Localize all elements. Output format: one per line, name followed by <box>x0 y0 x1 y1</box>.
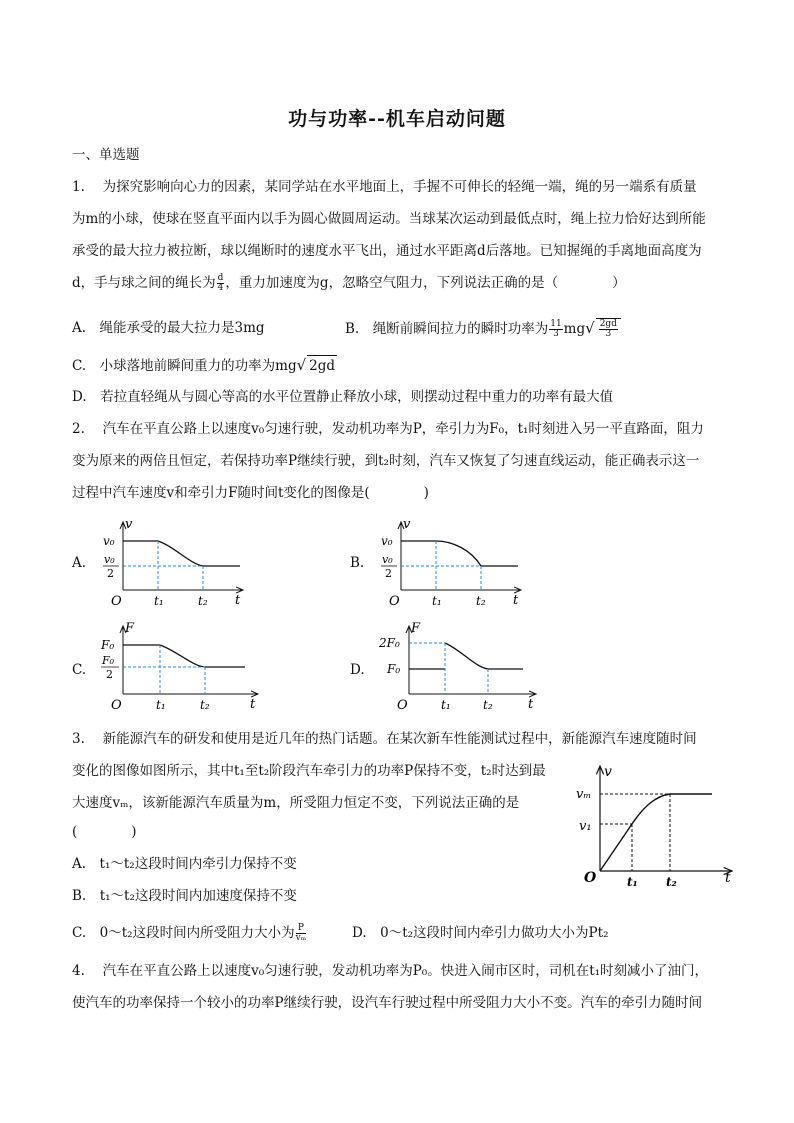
q2-option-d-label[interactable]: D. <box>350 662 365 678</box>
F0-label: F₀ <box>387 662 401 676</box>
axis-label-t: t <box>528 697 534 712</box>
q3-line-1: 3. 新能源汽车的研发和使用是近几年的热门话题。在某次新车性能测试过程中，新能源汽车速度随时间 <box>72 731 697 747</box>
q3-option-d[interactable]: D. 0～t₂这段时间内牵引力做功大小为Pt₂ <box>352 925 609 941</box>
q3-line-4: ( ) <box>72 824 137 840</box>
half-v0-num: v₀ <box>104 553 115 566</box>
axis-label-F: F <box>411 621 421 636</box>
t1-label: t₁ <box>627 875 638 888</box>
half-F0-den: 2 <box>106 668 113 681</box>
q2-option-a-label[interactable]: A. <box>72 555 87 571</box>
q3-line-3: 大速度vₘ，该新能源汽车质量为m，所受阻力恒定不变，下列说法正确的是 <box>72 795 520 811</box>
fraction-d-over-4: $\frac{d}{4}$ <box>217 273 224 293</box>
t1-label: t₁ <box>156 698 166 712</box>
t2-label: t₂ <box>200 698 210 712</box>
q3-line-2: 变化的图像如图所示，其中t₁至t₂阶段汽车牵引力的功率P保持不变，t₂时达到最 <box>72 763 546 779</box>
t2-label: t₂ <box>198 594 208 608</box>
v0-label: v₀ <box>381 534 393 548</box>
half-v0-den: 2 <box>107 567 114 580</box>
page-title: 功与功率--机车启动问题 <box>288 108 506 130</box>
axis-label-t: t <box>513 593 519 608</box>
axis-label-t: t <box>250 697 256 712</box>
q1-line-2: 为m的小球，使球在竖直平面内以手为圆心做圆周运动。当球某次运动到最低点时，绳上拉力恰好达到所能 <box>72 211 706 227</box>
t1-label: t₁ <box>432 594 442 608</box>
q2-line-3: 过程中汽车速度v和牵引力F随时间t变化的图像是( ) <box>72 485 429 501</box>
q1-option-c[interactable]: C. 小球落地前瞬间重力的功率为mg√ 2gd <box>72 356 336 374</box>
vm-label: vₘ <box>576 787 592 802</box>
axis-label-v: v <box>125 517 133 532</box>
q4-line-2: 使汽车的功率保持一个较小的功率P继续行驶，设汽车行驶过程中所受阻力大小不变。汽车的牵引力随时间 <box>72 995 703 1011</box>
q2-line-1: 2. 汽车在平直公路上以速度v₀匀速行驶，发动机功率为P，牵引力为F₀，t₁时刻进入另一平直路面，阻力 <box>72 421 704 437</box>
q1-option-b[interactable]: B. 绳断前瞬间拉力的瞬时功率为 $\frac{11}{3}$ mg√ $\frac{2gd}{3}$ <box>345 318 621 339</box>
t2-label: t₂ <box>476 594 486 608</box>
q2-line-2: 变为原来的两倍且恒定，若保持功率P继续行驶，到t₂时刻，汽车又恢复了匀速直线运动，能正确表示这一 <box>72 453 700 469</box>
v0-label: v₀ <box>103 534 115 548</box>
2F0-label: 2F₀ <box>379 636 400 650</box>
q1-option-d[interactable]: D. 若拉直轻绳从与圆心等高的水平位置静止释放小球，则摆动过程中重力的功率有最大值 <box>72 389 614 405</box>
t2-label: t₂ <box>483 698 493 712</box>
origin-label: O <box>389 594 400 609</box>
q1-line-1: 1. 为探究影响向心力的因素，某同学站在水平地面上，手握不可伸长的轻绳一端，绳的另一端系有质量 <box>72 179 697 195</box>
q2-graph-d[interactable] <box>373 618 548 713</box>
F0-label: F₀ <box>101 638 115 652</box>
q2-option-c-label[interactable]: C. <box>72 662 87 678</box>
axis-label-t: t <box>235 593 241 608</box>
axis-label-v: v <box>604 764 612 780</box>
origin-label: O <box>584 870 597 886</box>
v1-label: v₁ <box>579 819 592 834</box>
q3-option-c[interactable]: C. 0～t₂这段时间内所受阻力大小为 $\frac{P}{\text{vₘ}}$ <box>72 923 307 943</box>
t1-label: t₁ <box>154 594 164 608</box>
q1-line-3: 承受的最大拉力被拉断，球以绳断时的速度水平飞出，通过水平距离d后落地。已知握绳的手离地面高度为 <box>72 243 702 259</box>
half-v0-den: 2 <box>385 567 392 580</box>
axis-label-t: t <box>725 870 731 886</box>
origin-label: O <box>397 698 408 713</box>
origin-label: O <box>111 698 122 713</box>
t1-label: t₁ <box>441 698 451 712</box>
q2-graph-c[interactable] <box>95 618 270 713</box>
q3-option-b[interactable]: B. t₁～t₂这段时间内加速度保持不变 <box>72 888 297 904</box>
half-F0-num: F₀ <box>102 654 115 667</box>
q2-option-b-label[interactable]: B. <box>350 555 365 571</box>
q1-option-a[interactable]: A. 绳能承受的最大拉力是3mg <box>72 320 265 336</box>
q3-option-a[interactable]: A. t₁～t₂这段时间内牵引力保持不变 <box>72 856 297 872</box>
origin-label: O <box>111 594 122 609</box>
q1-line-4: d，手与球之间的绳长为 $\frac{d}{4}$ ，重力加速度为g，忽略空气阻力，下列说法正确的是（ ） <box>72 273 626 293</box>
axis-label-F: F <box>125 621 135 636</box>
q3-velocity-graph <box>570 758 740 888</box>
q4-line-1: 4. 汽车在平直公路上以速度v₀匀速行驶，发动机功率为P₀。快进入闹市区时，司机在t₁时刻减小了油门， <box>72 963 709 979</box>
q2-graph-a[interactable] <box>95 514 255 609</box>
axis-label-v: v <box>403 517 411 532</box>
q2-graph-b[interactable] <box>373 514 533 609</box>
t2-label: t₂ <box>666 875 677 888</box>
section-heading: 一、单选题 <box>72 147 140 163</box>
half-v0-num: v₀ <box>382 553 393 566</box>
